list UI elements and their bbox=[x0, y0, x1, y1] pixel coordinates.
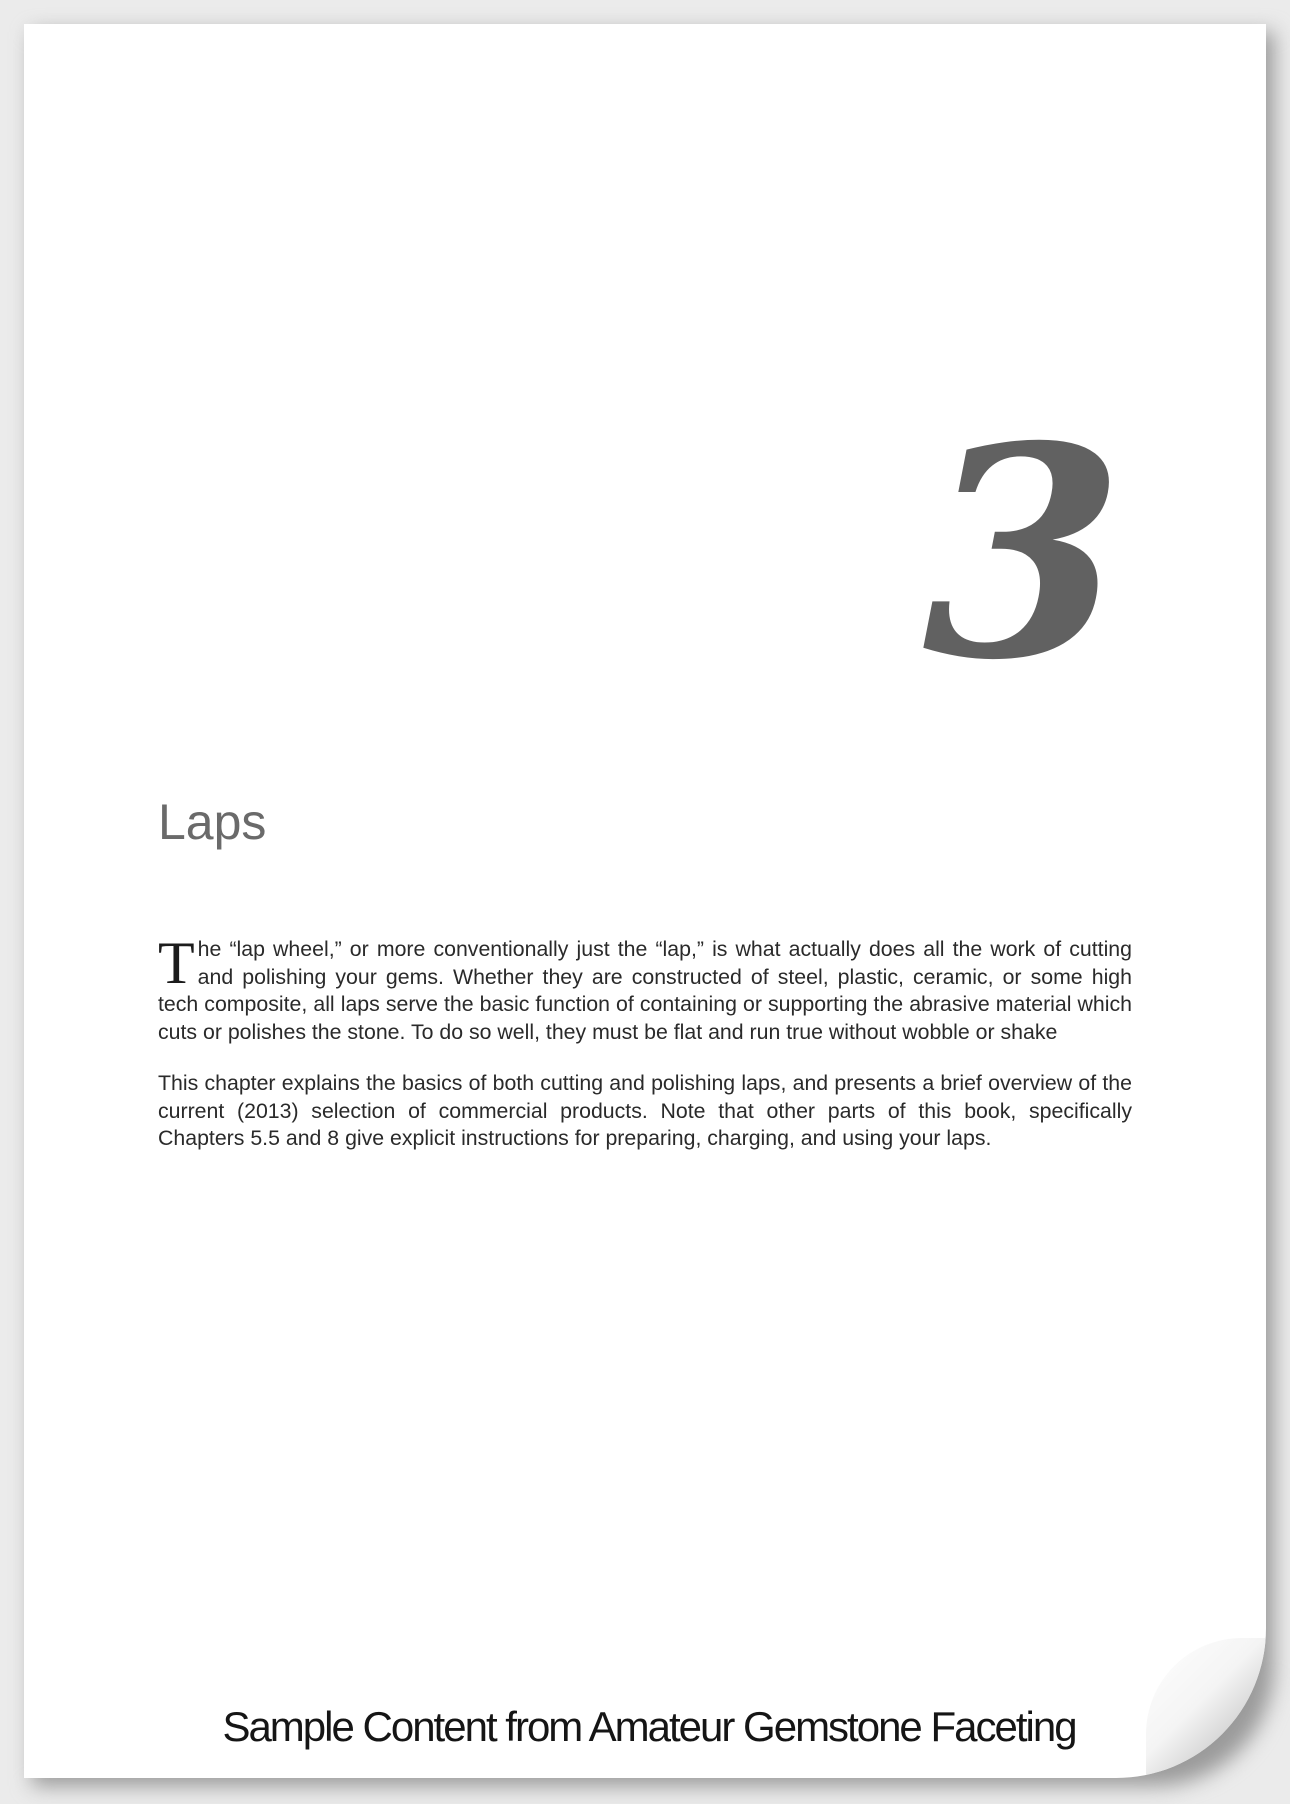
sample-content-footer: Sample Content from Amateur Gemstone Faceting bbox=[222, 1703, 1076, 1750]
paragraph-overview: This chapter explains the basics of both cutting and polishing laps, and presents a brief overview of the current (2013) selection of commercial products. Note that other parts of this book, specifically Chapters 5.5 and 8 give explicit instructions for preparing, charging, and using your laps. bbox=[158, 1071, 1132, 1150]
chapter-number: 3 bbox=[922, 384, 1124, 724]
document-page bbox=[24, 24, 1266, 1778]
paragraph-intro-text: he “lap wheel,” or more conventionally just the “lap,” is what actually does all the work of cutting and polishing your gems. Whether they are constructed of steel, plastic, ceramic, or some high tech composite, all laps serve the basic function of containing or supporting the abrasive material which cuts or polishes the stone. To do so well, they must be flat and run true without wobble or shake bbox=[158, 937, 1132, 1044]
chapter-body bbox=[158, 930, 1132, 1177]
paragraph-intro bbox=[158, 930, 1132, 1046]
chapter-title: Laps bbox=[158, 794, 267, 850]
drop-cap: T bbox=[158, 930, 195, 996]
